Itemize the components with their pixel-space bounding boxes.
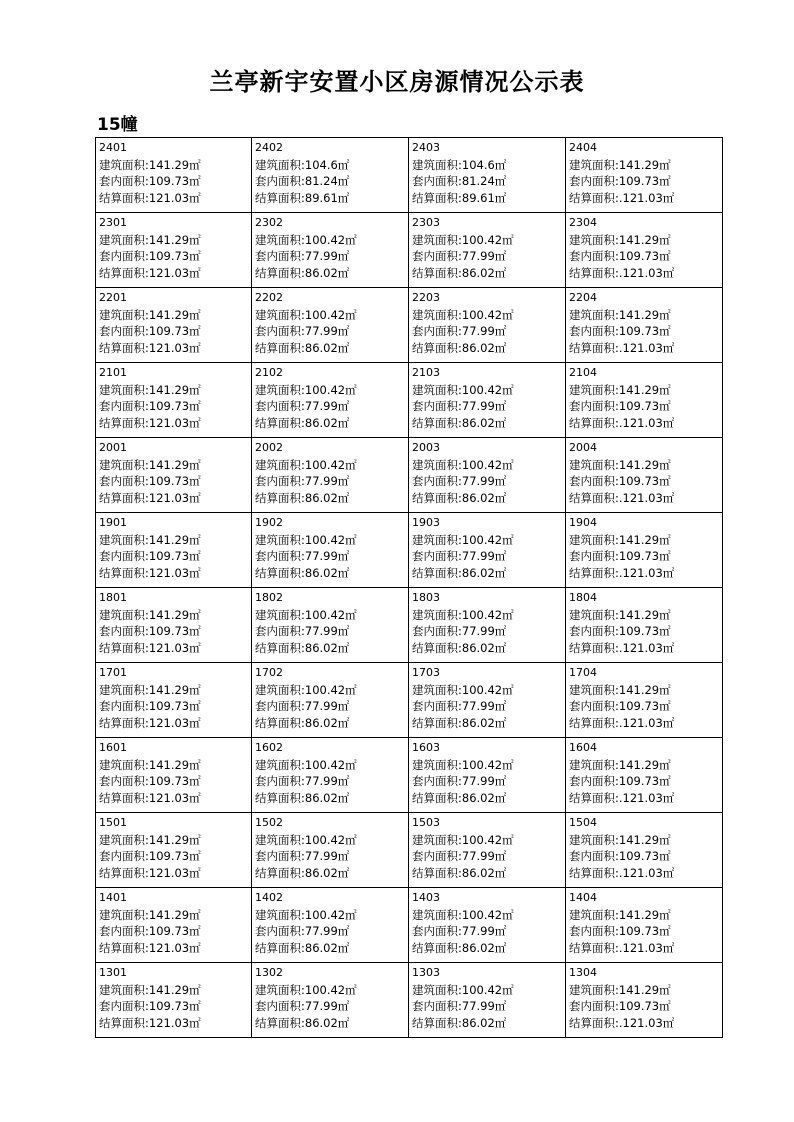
unit-number: 1804	[569, 591, 597, 604]
interior-area: 套内面积:77.99㎡	[255, 549, 350, 564]
interior-area: 套内面积:81.24㎡	[412, 174, 507, 189]
settlement-area: 结算面积:121.03㎡	[99, 641, 201, 656]
unit-number: 1803	[412, 591, 440, 604]
building-area: 建筑面积:100.42㎡	[255, 607, 357, 622]
interior-area: 套内面积:77.99㎡	[412, 999, 507, 1014]
unit-cell	[409, 513, 566, 588]
settlement-area: 结算面积:121.03㎡	[99, 341, 201, 356]
interior-area: 套内面积:109.73㎡	[99, 324, 201, 339]
interior-area: 套内面积:77.99㎡	[412, 549, 507, 564]
unit-number: 1701	[99, 666, 127, 679]
interior-area: 套内面积:77.99㎡	[255, 624, 350, 639]
settlement-area: 结算面积:86.02㎡	[412, 716, 507, 731]
unit-cell	[252, 363, 409, 438]
building-area: 建筑面积:100.42㎡	[412, 307, 514, 322]
settlement-area: 结算面积:86.02㎡	[255, 941, 350, 956]
unit-cell	[96, 363, 252, 438]
unit-number: 1903	[412, 516, 440, 529]
settlement-area: 结算面积:86.02㎡	[255, 716, 350, 731]
unit-number: 2301	[99, 216, 127, 229]
table-row	[96, 288, 723, 363]
building-area: 建筑面积:141.29㎡	[99, 232, 201, 247]
unit-number: 1304	[569, 966, 597, 979]
building-area: 建筑面积:141.29㎡	[569, 457, 671, 472]
unit-cell	[96, 588, 252, 663]
unit-cell	[566, 438, 723, 513]
unit-number: 1501	[99, 816, 127, 829]
unit-number: 2003	[412, 441, 440, 454]
interior-area: 套内面积:109.73㎡	[569, 924, 671, 939]
unit-cell	[96, 813, 252, 888]
settlement-area: 结算面积:121.03㎡	[99, 416, 201, 431]
unit-cell	[566, 888, 723, 963]
building-area: 建筑面积:141.29㎡	[99, 682, 201, 697]
table-row	[96, 363, 723, 438]
building-area: 建筑面积:141.29㎡	[99, 757, 201, 772]
building-area: 建筑面积:141.29㎡	[569, 757, 671, 772]
building-area: 建筑面积:141.29㎡	[99, 382, 201, 397]
unit-cell	[409, 963, 566, 1038]
interior-area: 套内面积:109.73㎡	[99, 699, 201, 714]
interior-area: 套内面积:109.73㎡	[569, 999, 671, 1014]
unit-number: 2302	[255, 216, 283, 229]
interior-area: 套内面积:77.99㎡	[255, 474, 350, 489]
unit-number: 1802	[255, 591, 283, 604]
unit-number: 2001	[99, 441, 127, 454]
interior-area: 套内面积:77.99㎡	[412, 249, 507, 264]
table-row	[96, 438, 723, 513]
unit-number: 2304	[569, 216, 597, 229]
building-area: 建筑面积:100.42㎡	[412, 832, 514, 847]
building-area: 建筑面积:141.29㎡	[569, 682, 671, 697]
unit-cell	[96, 963, 252, 1038]
unit-cell	[409, 363, 566, 438]
interior-area: 套内面积:109.73㎡	[99, 999, 201, 1014]
settlement-area: 结算面积:121.03㎡	[99, 866, 201, 881]
building-area: 建筑面积:100.42㎡	[412, 532, 514, 547]
building-area: 建筑面积:100.42㎡	[255, 532, 357, 547]
settlement-area: 结算面积:.121.03㎡	[569, 566, 675, 581]
unit-cell	[566, 138, 723, 213]
settlement-area: 结算面积:.121.03㎡	[569, 791, 675, 806]
unit-cell	[409, 438, 566, 513]
unit-cell	[252, 888, 409, 963]
building-area: 建筑面积:100.42㎡	[412, 757, 514, 772]
settlement-area: 结算面积:86.02㎡	[412, 866, 507, 881]
settlement-area: 结算面积:86.02㎡	[412, 791, 507, 806]
settlement-area: 结算面积:.121.03㎡	[569, 716, 675, 731]
settlement-area: 结算面积:.121.03㎡	[569, 641, 675, 656]
building-area: 建筑面积:100.42㎡	[255, 982, 357, 997]
interior-area: 套内面积:109.73㎡	[569, 774, 671, 789]
unit-number: 2103	[412, 366, 440, 379]
unit-cell	[566, 213, 723, 288]
unit-number: 1702	[255, 666, 283, 679]
unit-cell	[96, 738, 252, 813]
interior-area: 套内面积:109.73㎡	[569, 474, 671, 489]
unit-cell	[409, 663, 566, 738]
unit-cell	[409, 588, 566, 663]
unit-cell	[252, 738, 409, 813]
settlement-area: 结算面积:121.03㎡	[99, 941, 201, 956]
settlement-area: 结算面积:121.03㎡	[99, 266, 201, 281]
unit-cell	[96, 663, 252, 738]
table-row	[96, 513, 723, 588]
unit-cell	[252, 438, 409, 513]
unit-cell	[252, 213, 409, 288]
unit-number: 1901	[99, 516, 127, 529]
unit-number: 1704	[569, 666, 597, 679]
interior-area: 套内面积:109.73㎡	[569, 699, 671, 714]
building-area: 建筑面积:100.42㎡	[255, 307, 357, 322]
interior-area: 套内面积:109.73㎡	[99, 399, 201, 414]
unit-cell	[566, 288, 723, 363]
interior-area: 套内面积:109.73㎡	[569, 399, 671, 414]
building-area: 建筑面积:100.42㎡	[255, 682, 357, 697]
unit-cell	[96, 213, 252, 288]
settlement-area: 结算面积:86.02㎡	[412, 1016, 507, 1031]
settlement-area: 结算面积:121.03㎡	[99, 1016, 201, 1031]
building-area: 建筑面积:104.6㎡	[412, 157, 507, 172]
interior-area: 套内面积:109.73㎡	[569, 249, 671, 264]
interior-area: 套内面积:77.99㎡	[255, 849, 350, 864]
unit-cell	[566, 513, 723, 588]
unit-number: 2404	[569, 141, 597, 154]
unit-number: 1502	[255, 816, 283, 829]
interior-area: 套内面积:77.99㎡	[255, 924, 350, 939]
interior-area: 套内面积:109.73㎡	[99, 549, 201, 564]
unit-cell	[96, 288, 252, 363]
table-row	[96, 813, 723, 888]
unit-number: 1601	[99, 741, 127, 754]
table-row	[96, 888, 723, 963]
settlement-area: 结算面积:86.02㎡	[412, 641, 507, 656]
unit-cell	[409, 213, 566, 288]
unit-number: 1902	[255, 516, 283, 529]
unit-number: 1504	[569, 816, 597, 829]
building-area: 建筑面积:100.42㎡	[255, 232, 357, 247]
unit-cell	[409, 888, 566, 963]
building-area: 建筑面积:100.42㎡	[412, 907, 514, 922]
page-title: 兰亭新宇安置小区房源情况公示表	[209, 67, 585, 96]
unit-number: 2303	[412, 216, 440, 229]
building-area: 建筑面积:100.42㎡	[412, 457, 514, 472]
unit-cell	[566, 813, 723, 888]
interior-area: 套内面积:77.99㎡	[412, 399, 507, 414]
building-area: 建筑面积:141.29㎡	[99, 907, 201, 922]
unit-number: 1904	[569, 516, 597, 529]
interior-area: 套内面积:109.73㎡	[569, 324, 671, 339]
unit-cell	[566, 363, 723, 438]
unit-number: 2102	[255, 366, 283, 379]
settlement-area: 结算面积:121.03㎡	[99, 191, 201, 206]
settlement-area: 结算面积:121.03㎡	[99, 716, 201, 731]
settlement-area: 结算面积:86.02㎡	[412, 491, 507, 506]
unit-cell	[252, 813, 409, 888]
building-area: 建筑面积:100.42㎡	[255, 382, 357, 397]
interior-area: 套内面积:109.73㎡	[99, 174, 201, 189]
interior-area: 套内面积:77.99㎡	[412, 849, 507, 864]
building-area: 建筑面积:141.29㎡	[99, 607, 201, 622]
interior-area: 套内面积:77.99㎡	[255, 699, 350, 714]
unit-cell	[252, 663, 409, 738]
settlement-area: 结算面积:.121.03㎡	[569, 191, 675, 206]
settlement-area: 结算面积:86.02㎡	[255, 866, 350, 881]
interior-area: 套内面积:109.73㎡	[99, 774, 201, 789]
building-area: 建筑面积:100.42㎡	[412, 982, 514, 997]
unit-number: 2204	[569, 291, 597, 304]
interior-area: 套内面积:109.73㎡	[569, 624, 671, 639]
unit-cell	[409, 288, 566, 363]
building-area: 建筑面积:141.29㎡	[569, 607, 671, 622]
building-area: 建筑面积:141.29㎡	[569, 982, 671, 997]
unit-number: 2202	[255, 291, 283, 304]
unit-cell	[566, 963, 723, 1038]
building-area: 建筑面积:141.29㎡	[569, 157, 671, 172]
building-area: 建筑面积:141.29㎡	[99, 982, 201, 997]
building-area: 建筑面积:141.29㎡	[569, 907, 671, 922]
table-row	[96, 138, 723, 213]
interior-area: 套内面积:77.99㎡	[412, 774, 507, 789]
unit-number: 2403	[412, 141, 440, 154]
unit-number: 2002	[255, 441, 283, 454]
settlement-area: 结算面积:86.02㎡	[255, 641, 350, 656]
unit-cell	[409, 813, 566, 888]
settlement-area: 结算面积:121.03㎡	[99, 566, 201, 581]
interior-area: 套内面积:109.73㎡	[99, 624, 201, 639]
unit-number: 2004	[569, 441, 597, 454]
unit-number: 1801	[99, 591, 127, 604]
interior-area: 套内面积:77.99㎡	[255, 324, 350, 339]
interior-area: 套内面积:77.99㎡	[255, 999, 350, 1014]
building-area: 建筑面积:100.42㎡	[255, 757, 357, 772]
building-area: 建筑面积:141.29㎡	[569, 832, 671, 847]
building-area: 建筑面积:100.42㎡	[412, 232, 514, 247]
building-area: 建筑面积:100.42㎡	[255, 457, 357, 472]
building-area: 建筑面积:100.42㎡	[412, 607, 514, 622]
unit-cell	[409, 738, 566, 813]
settlement-area: 结算面积:.121.03㎡	[569, 1016, 675, 1031]
settlement-area: 结算面积:.121.03㎡	[569, 416, 675, 431]
unit-number: 2203	[412, 291, 440, 304]
unit-number: 1401	[99, 891, 127, 904]
unit-number: 1603	[412, 741, 440, 754]
interior-area: 套内面积:77.99㎡	[412, 624, 507, 639]
interior-area: 套内面积:109.73㎡	[99, 249, 201, 264]
unit-number: 2201	[99, 291, 127, 304]
building-area: 建筑面积:100.42㎡	[412, 682, 514, 697]
unit-cell	[566, 663, 723, 738]
building-area: 建筑面积:100.42㎡	[412, 382, 514, 397]
settlement-area: 结算面积:86.02㎡	[412, 341, 507, 356]
settlement-area: 结算面积:.121.03㎡	[569, 341, 675, 356]
interior-area: 套内面积:77.99㎡	[412, 324, 507, 339]
building-area: 建筑面积:141.29㎡	[569, 232, 671, 247]
unit-cell	[566, 738, 723, 813]
interior-area: 套内面积:77.99㎡	[255, 399, 350, 414]
table-row	[96, 588, 723, 663]
unit-cell	[96, 513, 252, 588]
unit-cell	[96, 888, 252, 963]
settlement-area: 结算面积:86.02㎡	[255, 491, 350, 506]
settlement-area: 结算面积:86.02㎡	[255, 791, 350, 806]
unit-number: 2402	[255, 141, 283, 154]
unit-cell	[252, 513, 409, 588]
interior-area: 套内面积:109.73㎡	[569, 174, 671, 189]
building-area: 建筑面积:141.29㎡	[99, 157, 201, 172]
interior-area: 套内面积:77.99㎡	[255, 774, 350, 789]
interior-area: 套内面积:81.24㎡	[255, 174, 350, 189]
unit-cell	[96, 438, 252, 513]
unit-number: 1403	[412, 891, 440, 904]
interior-area: 套内面积:77.99㎡	[412, 924, 507, 939]
table-row	[96, 213, 723, 288]
building-area: 建筑面积:141.29㎡	[99, 307, 201, 322]
unit-number: 1402	[255, 891, 283, 904]
settlement-area: 结算面积:.121.03㎡	[569, 866, 675, 881]
building-area: 建筑面积:141.29㎡	[99, 532, 201, 547]
unit-number: 1703	[412, 666, 440, 679]
unit-table	[95, 137, 723, 1038]
table-row	[96, 738, 723, 813]
table-row	[96, 963, 723, 1038]
interior-area: 套内面积:109.73㎡	[99, 474, 201, 489]
building-area: 建筑面积:100.42㎡	[255, 907, 357, 922]
settlement-area: 结算面积:86.02㎡	[255, 416, 350, 431]
unit-number: 1404	[569, 891, 597, 904]
unit-cell	[252, 588, 409, 663]
unit-cell	[252, 963, 409, 1038]
building-area: 建筑面积:141.29㎡	[569, 382, 671, 397]
interior-area: 套内面积:109.73㎡	[569, 849, 671, 864]
unit-number: 2101	[99, 366, 127, 379]
building-area: 建筑面积:141.29㎡	[99, 457, 201, 472]
unit-cell	[566, 588, 723, 663]
unit-number: 1602	[255, 741, 283, 754]
unit-cell	[96, 138, 252, 213]
unit-number: 1303	[412, 966, 440, 979]
settlement-area: 结算面积:.121.03㎡	[569, 491, 675, 506]
settlement-area: 结算面积:86.02㎡	[255, 341, 350, 356]
settlement-area: 结算面积:86.02㎡	[412, 566, 507, 581]
settlement-area: 结算面积:86.02㎡	[255, 1016, 350, 1031]
settlement-area: 结算面积:86.02㎡	[255, 566, 350, 581]
settlement-area: 结算面积:.121.03㎡	[569, 941, 675, 956]
interior-area: 套内面积:77.99㎡	[412, 699, 507, 714]
unit-cell	[252, 288, 409, 363]
building-area: 建筑面积:141.29㎡	[569, 307, 671, 322]
settlement-area: 结算面积:89.61㎡	[255, 191, 350, 206]
interior-area: 套内面积:109.73㎡	[99, 924, 201, 939]
settlement-area: 结算面积:.121.03㎡	[569, 266, 675, 281]
unit-number: 1301	[99, 966, 127, 979]
interior-area: 套内面积:77.99㎡	[255, 249, 350, 264]
unit-number: 1604	[569, 741, 597, 754]
settlement-area: 结算面积:86.02㎡	[412, 266, 507, 281]
interior-area: 套内面积:109.73㎡	[569, 549, 671, 564]
unit-number: 2401	[99, 141, 127, 154]
building-area: 建筑面积:141.29㎡	[99, 832, 201, 847]
building-area: 建筑面积:141.29㎡	[569, 532, 671, 547]
table-row	[96, 663, 723, 738]
unit-cell	[252, 138, 409, 213]
unit-cell	[409, 138, 566, 213]
unit-number: 1503	[412, 816, 440, 829]
settlement-area: 结算面积:89.61㎡	[412, 191, 507, 206]
unit-number: 2104	[569, 366, 597, 379]
unit-number: 1302	[255, 966, 283, 979]
building-area: 建筑面积:104.6㎡	[255, 157, 350, 172]
interior-area: 套内面积:109.73㎡	[99, 849, 201, 864]
interior-area: 套内面积:77.99㎡	[412, 474, 507, 489]
settlement-area: 结算面积:86.02㎡	[412, 941, 507, 956]
settlement-area: 结算面积:86.02㎡	[255, 266, 350, 281]
building-area: 建筑面积:100.42㎡	[255, 832, 357, 847]
settlement-area: 结算面积:86.02㎡	[412, 416, 507, 431]
settlement-area: 结算面积:121.03㎡	[99, 491, 201, 506]
building-label: 15幢	[97, 115, 138, 135]
settlement-area: 结算面积:121.03㎡	[99, 791, 201, 806]
